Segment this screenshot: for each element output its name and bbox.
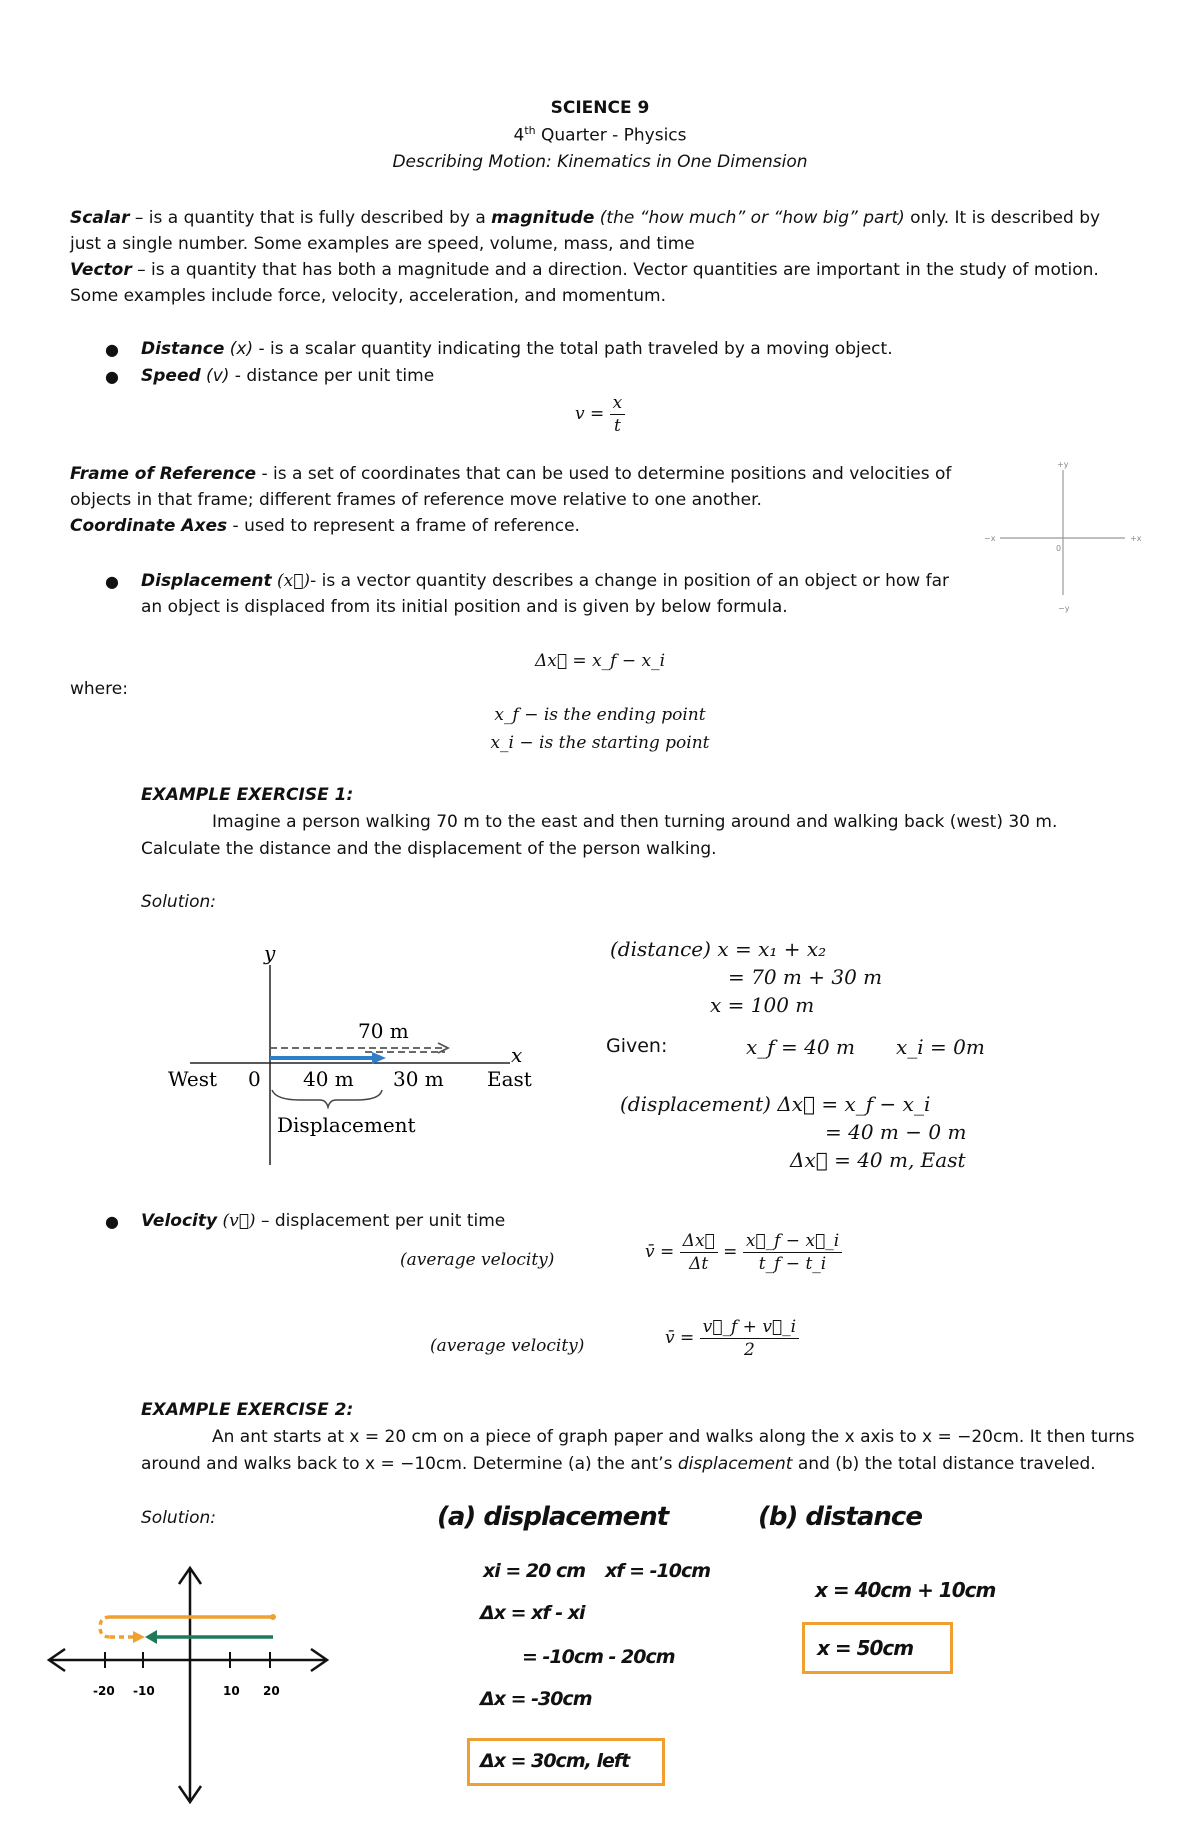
vector-text1: – is a quantity that has both a magnitude and a direction. Vector quantities are important in the study of motion. xyxy=(131,260,1099,280)
axes-term: Coordinate Axes xyxy=(70,516,228,536)
ant-number-line xyxy=(45,1560,335,1810)
distance-bullet xyxy=(141,339,893,359)
f2-den: t_f − t_i xyxy=(758,1254,827,1274)
avg-velocity-formula-1: v̄ = $\frac{\Delta x⃗}{\Delta t}$ = $\frac{x⃗\_f - x⃗\_i}{t\_f - t\_i}$ xyxy=(645,1230,842,1275)
example2-displacement-word: displacement xyxy=(677,1454,793,1474)
part-b-sum: x = 40cm + 10cm xyxy=(815,1578,996,1602)
f1-den: Δt xyxy=(689,1254,709,1274)
starting-point-def: x_i − is the starting point xyxy=(490,733,710,753)
scalar-paren: (the “how much” or “how big” part) xyxy=(594,208,905,228)
displacement-arrowhead xyxy=(372,1052,386,1064)
seventy-m-label: 70 m xyxy=(358,1019,409,1043)
speed-term: Speed xyxy=(141,366,201,386)
quarter-number: 4 xyxy=(513,125,525,146)
displacement-label: (displacement) xyxy=(620,1092,771,1116)
frame-term: Frame of Reference xyxy=(70,464,257,484)
tick-label-20: 20 xyxy=(263,1684,280,1698)
scalar-text3: just a single number. Some examples are speed, volume, mass, and time xyxy=(70,234,695,254)
distance-label: (distance) xyxy=(610,937,711,961)
part-a-substitution: = -10cm - 20cm xyxy=(522,1646,675,1668)
bullet-dot: ● xyxy=(105,340,119,359)
part-b-heading: (b) distance xyxy=(758,1502,922,1532)
minus-y-label: −y xyxy=(1058,604,1070,613)
velocity-term: Velocity xyxy=(141,1211,218,1231)
displacement-brace xyxy=(272,1090,382,1107)
distance-term: Distance xyxy=(141,339,225,359)
displacement-sym: (x⃗) xyxy=(271,571,311,591)
speed-formula-lhs: v = xyxy=(575,404,605,424)
example1-solution-label: Solution: xyxy=(141,892,216,912)
scalar-text1: – is a quantity that is fully described by a xyxy=(129,208,492,228)
scalar-term: Scalar xyxy=(70,208,130,228)
quarter-sup: th xyxy=(524,124,536,137)
speed-sym: (v) xyxy=(200,366,230,386)
tick-label-10: 10 xyxy=(223,1684,240,1698)
diagram-y-label: y xyxy=(264,941,276,965)
part-a-xf: xf = -10cm xyxy=(605,1560,711,1582)
frame-definition xyxy=(70,461,970,539)
zero-label: 0 xyxy=(248,1067,261,1091)
part-b-answer-box xyxy=(802,1622,953,1674)
velocity-sym: (v⃗) xyxy=(217,1211,256,1231)
displacement-line3: Δx⃗ = 40 m, East xyxy=(790,1148,966,1172)
given-xf: x_f = 40 m xyxy=(746,1035,855,1059)
given-xi: x_i = 0m xyxy=(896,1035,985,1059)
example2-text2 xyxy=(141,1454,1096,1474)
speed-formula-den: t xyxy=(614,416,621,436)
distance-line3: x = 100 m xyxy=(710,993,815,1017)
displacement-work xyxy=(620,1092,966,1176)
ant-back-arrowhead xyxy=(133,1631,145,1643)
frame-text2: objects in that frame; different frames of reference move relative to one another. xyxy=(70,490,762,510)
scalar-definition xyxy=(70,205,1140,309)
part-a-answer-box xyxy=(467,1738,665,1786)
velocity-bullet xyxy=(141,1211,505,1231)
axes-text: - used to represent a frame of reference. xyxy=(227,516,580,536)
example2-text2a: around and walks back to x = −10cm. Determine (a) the ant’s xyxy=(141,1454,678,1474)
thirty-m-label: 30 m xyxy=(393,1067,444,1091)
displacement-term: Displacement xyxy=(141,571,272,591)
f3-num: v⃗_f + v⃗_i xyxy=(700,1316,799,1339)
avg-velocity-formula-2 xyxy=(665,1316,799,1361)
speed-text: - distance per unit time xyxy=(229,366,435,386)
example2-text2c: and (b) the total distance traveled. xyxy=(792,1454,1096,1474)
f2-num: x⃗_f − x⃗_i xyxy=(743,1230,842,1253)
displacement-line2: = 40 m − 0 m xyxy=(825,1120,967,1144)
distance-line1: x = x₁ + x₂ xyxy=(717,937,827,961)
displacement-text2: an object is displaced from its initial position and is given by below formula. xyxy=(141,597,788,617)
quarter-rest: Quarter - Physics xyxy=(535,125,687,146)
ant-start-dot xyxy=(270,1614,276,1620)
bullet-dot: ● xyxy=(105,572,119,591)
origin-label: 0 xyxy=(1056,544,1062,553)
vector-term: Vector xyxy=(70,260,132,280)
coordinate-axes-figure xyxy=(980,455,1150,615)
part-a-answer: Δx = 30cm, left xyxy=(480,1750,630,1772)
example1-text2: Calculate the distance and the displacement of the person walking. xyxy=(141,839,717,859)
speed-formula xyxy=(575,392,625,437)
quarter-line xyxy=(0,124,1200,146)
part-a-heading: (a) displacement xyxy=(437,1502,669,1532)
displacement-vector-head xyxy=(145,1630,157,1644)
speed-bullet xyxy=(141,366,434,386)
example2-text1: An ant starts at x = 20 cm on a piece of graph paper and walks along the x axis to x = −20cm. It then turns xyxy=(212,1427,1135,1447)
displacement-formula: Δx⃗ = x_f − x_i xyxy=(534,651,666,671)
distance-text: - is a scalar quantity indicating the total path traveled by a moving object. xyxy=(253,339,893,359)
distance-work xyxy=(610,937,882,1021)
vector-text2: Some examples include force, velocity, acceleration, and momentum. xyxy=(70,286,666,306)
displacement-text1: - is a vector quantity describes a change in position of an object or how far xyxy=(310,571,949,591)
displacement-line1: Δx⃗ = x_f − x_i xyxy=(777,1092,931,1116)
west-label: West xyxy=(168,1067,218,1091)
distance-line2: = 70 m + 30 m xyxy=(728,965,883,989)
plus-y-label: +y xyxy=(1057,460,1069,469)
ending-point-def: x_f − is the ending point xyxy=(494,705,706,725)
example1-heading: EXAMPLE EXERCISE 1: xyxy=(141,785,354,805)
part-b-answer: x = 50cm xyxy=(817,1636,914,1660)
minus-x-label: −x xyxy=(984,534,996,543)
east-label: East xyxy=(487,1067,532,1091)
displacement-label: Displacement xyxy=(277,1113,416,1137)
vbar-1: v̄ = xyxy=(645,1242,675,1262)
example2-heading: EXAMPLE EXERCISE 2: xyxy=(141,1400,354,1420)
scalar-text2: only. It is described by xyxy=(904,208,1101,228)
part-a-result: Δx = -30cm xyxy=(480,1688,592,1710)
avg-velocity-label-1: (average velocity) xyxy=(400,1250,555,1270)
where-label: where: xyxy=(70,679,128,699)
diagram-x-label: x xyxy=(511,1043,523,1067)
avg-velocity-label-2: (average velocity) xyxy=(430,1336,585,1356)
doc-subtitle: Describing Motion: Kinematics in One Dimension xyxy=(392,152,808,172)
frame-text1: - is a set of coordinates that can be used to determine positions and velocities of xyxy=(256,464,952,484)
plus-x-label: +x xyxy=(1130,534,1142,543)
bullet-dot: ● xyxy=(105,367,119,386)
example2-solution-label: Solution: xyxy=(141,1508,216,1528)
walk-diagram xyxy=(160,940,560,1170)
doc-title: SCIENCE 9 xyxy=(550,98,650,118)
ant-turnaround xyxy=(100,1617,110,1637)
distance-sym: (x) xyxy=(224,339,254,359)
tick-label-minus-20: -20 xyxy=(93,1684,115,1698)
displacement-bullet xyxy=(141,568,981,620)
bullet-dot: ● xyxy=(105,1212,119,1231)
speed-formula-num: x xyxy=(610,392,626,415)
part-a-xi: xi = 20 cm xyxy=(483,1560,586,1582)
given-label: Given: xyxy=(606,1035,668,1057)
f3-den: 2 xyxy=(743,1340,755,1360)
part-a-formula: Δx = xf - xi xyxy=(480,1602,585,1624)
f1-num: Δx⃗ xyxy=(680,1230,718,1253)
tick-label-minus-10: -10 xyxy=(133,1684,155,1698)
example1-text1: Imagine a person walking 70 m to the east and then turning around and walking back (west) 30 m. xyxy=(212,812,1058,832)
vbar-2: v̄ = xyxy=(665,1328,695,1348)
forty-m-label: 40 m xyxy=(303,1067,354,1091)
velocity-text: – displacement per unit time xyxy=(255,1211,506,1231)
magnitude-term: magnitude xyxy=(491,208,595,228)
